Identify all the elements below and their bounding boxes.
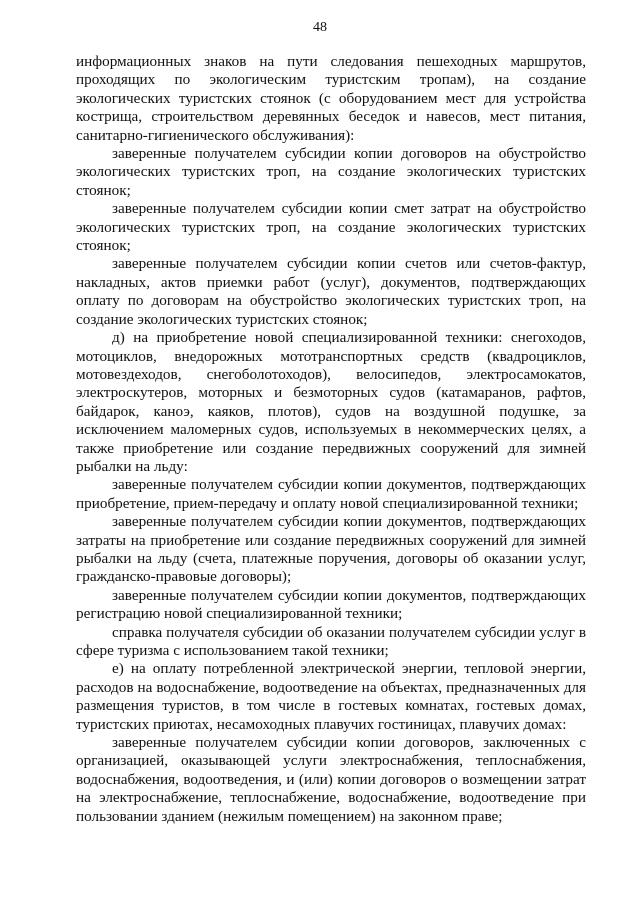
paragraph: заверенные получателем субсидии копии счетов или счетов-фактур, накладных, актов приемки работ (услуг), документов, подтверждающих оплату по договорам на обустройство экологических туристских троп, на создание экологических туристских стоянок; xyxy=(76,255,586,328)
paragraph: заверенные получателем субсидии копии документов, подтверждающих приобретение, прием-передачу и оплату новой специализированной техники; xyxy=(76,476,586,512)
paragraph-item-e: е) на оплату потребленной электрической энергии, тепловой энергии, расходов на водоснабжение, водоотведение на объектах, предназначенных для размещения туристов, в том числе в гостевых комнатах, гостевых домах, туристских приютах, несамоходных плавучих гостиницах, плавучих домах: xyxy=(76,660,586,733)
paragraph: заверенные получателем субсидии копии договоров, заключенных с организацией, оказывающей услуги электроснабжения, теплоснабжения, водоснабжения, водоотведения, и (или) копии договоров о возмещении затрат на электроснабжение, теплоснабжение, водоснабжение, водоотведение при пользовании зданием (нежилым помещением) на законном праве; xyxy=(76,734,586,825)
paragraph: заверенные получателем субсидии копии договоров на обустройство экологических туристских троп, на создание экологических туристских стоянок; xyxy=(76,145,586,199)
paragraph-item-d: д) на приобретение новой специализированной техники: снегоходов, мотоциклов, внедорожных мототранспортных средств (квадроциклов, мотовездеходов, снегоболотоходов), велосипедов, электросамокатов, электроскутеров, моторных и безмоторных судов (катамаранов, рафтов, байдарок, каноэ, каяков, плотов), судов на воздушной подушке, за исключением маломерных судов, используемых в некоммерческих целях, а также приобретение или создание передвижных сооружений для зимней рыбалки на льду: xyxy=(76,329,586,475)
document-body xyxy=(76,53,586,826)
paragraph-continued: информационных знаков на пути следования пешеходных маршрутов, проходящих по экологическим туристским тропам), на создание экологических туристских стоянок (с оборудованием мест для устройства кострища, строительством деревянных беседок и навесов, мест питания, санитарно-гигиенического обслуживания): xyxy=(76,53,586,144)
page-number: 48 xyxy=(313,20,327,35)
paragraph: справка получателя субсидии об оказании получателем субсидии услуг в сфере туризма с использованием такой техники; xyxy=(76,623,586,659)
paragraph: заверенные получателем субсидии копии документов, подтверждающих затраты на приобретение или создание передвижных сооружений для зимней рыбалки на льду (счета, платежные поручения, договоры об оказании услуг, гражданско-правовые договоры); xyxy=(76,513,586,586)
paragraph: заверенные получателем субсидии копии документов, подтверждающих регистрацию новой специализированной техники; xyxy=(76,586,586,623)
paragraph: заверенные получателем субсидии копии смет затрат на обустройство экологических туристских троп, на создание экологических туристских стоянок; xyxy=(76,200,586,255)
